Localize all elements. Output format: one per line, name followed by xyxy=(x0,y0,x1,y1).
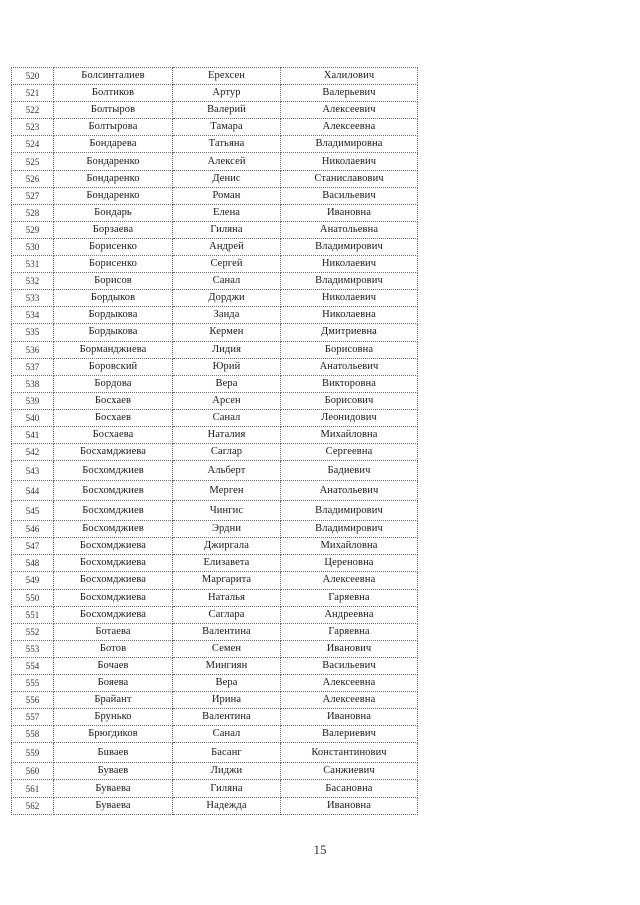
first-name-cell: Наталья xyxy=(173,589,281,606)
first-name-cell: Чингис xyxy=(173,501,281,521)
table-row xyxy=(12,692,418,709)
first-name-cell: Артур xyxy=(173,85,281,102)
patronymic-cell: Алексеевна xyxy=(281,692,418,709)
patronymic-cell: Иванович xyxy=(281,640,418,657)
patronymic-cell: Станиславович xyxy=(281,170,418,187)
row-number: 553 xyxy=(12,640,54,657)
row-number: 541 xyxy=(12,426,54,443)
last-name-cell: Ботаева xyxy=(54,623,173,640)
table-row xyxy=(12,102,418,119)
patronymic-cell: Ивановна xyxy=(281,797,418,814)
table-row xyxy=(12,444,418,461)
first-name-cell: Занда xyxy=(173,307,281,324)
last-name-cell: Бордыков xyxy=(54,290,173,307)
first-name-cell: Семен xyxy=(173,640,281,657)
last-name-cell: Босхомджиева xyxy=(54,606,173,623)
table-row xyxy=(12,606,418,623)
patronymic-cell: Ивановна xyxy=(281,204,418,221)
table-row xyxy=(12,623,418,640)
last-name-cell: Борзаева xyxy=(54,221,173,238)
patronymic-cell: Валериевич xyxy=(281,726,418,743)
row-number: 557 xyxy=(12,709,54,726)
patronymic-cell: Николаевич xyxy=(281,290,418,307)
row-number: 543 xyxy=(12,461,54,481)
first-name-cell: Валентина xyxy=(173,623,281,640)
table-row xyxy=(12,657,418,674)
table-row xyxy=(12,358,418,375)
first-name-cell: Санал xyxy=(173,726,281,743)
patronymic-cell: Анатольевна xyxy=(281,221,418,238)
patronymic-cell: Михайловна xyxy=(281,538,418,555)
table-row xyxy=(12,426,418,443)
row-number: 539 xyxy=(12,392,54,409)
roster-body xyxy=(12,68,418,815)
roster-table xyxy=(11,67,418,815)
row-number: 521 xyxy=(12,85,54,102)
table-row xyxy=(12,136,418,153)
row-number: 547 xyxy=(12,538,54,555)
first-name-cell: Лиджи xyxy=(173,763,281,780)
first-name-cell: Мингиян xyxy=(173,657,281,674)
first-name-cell: Санал xyxy=(173,273,281,290)
row-number: 544 xyxy=(12,481,54,501)
patronymic-cell: Николаевна xyxy=(281,307,418,324)
patronymic-cell: Константинович xyxy=(281,743,418,763)
row-number: 562 xyxy=(12,797,54,814)
patronymic-cell: Алексеевич xyxy=(281,102,418,119)
last-name-cell: Босхаева xyxy=(54,426,173,443)
row-number: 546 xyxy=(12,521,54,538)
last-name-cell: Болтыров xyxy=(54,102,173,119)
patronymic-cell: Алексеевна xyxy=(281,572,418,589)
patronymic-cell: Владимирович xyxy=(281,273,418,290)
last-name-cell: Босхомджиева xyxy=(54,538,173,555)
table-row xyxy=(12,743,418,763)
row-number: 552 xyxy=(12,623,54,640)
table-row xyxy=(12,521,418,538)
last-name-cell: Босхомджиев xyxy=(54,481,173,501)
row-number: 536 xyxy=(12,341,54,358)
table-row xyxy=(12,68,418,85)
patronymic-cell: Бадиевич xyxy=(281,461,418,481)
patronymic-cell: Алексеевна xyxy=(281,675,418,692)
row-number: 548 xyxy=(12,555,54,572)
table-row xyxy=(12,187,418,204)
row-number: 523 xyxy=(12,119,54,136)
first-name-cell: Кермен xyxy=(173,324,281,341)
last-name-cell: Бордыкова xyxy=(54,324,173,341)
first-name-cell: Ирина xyxy=(173,692,281,709)
row-number: 524 xyxy=(12,136,54,153)
patronymic-cell: Валерьевич xyxy=(281,85,418,102)
last-name-cell: Босхомджиева xyxy=(54,589,173,606)
row-number: 559 xyxy=(12,743,54,763)
row-number: 531 xyxy=(12,256,54,273)
first-name-cell: Эрдни xyxy=(173,521,281,538)
table-row xyxy=(12,481,418,501)
last-name-cell: Бояева xyxy=(54,675,173,692)
row-number: 537 xyxy=(12,358,54,375)
last-name-cell: Брюгдиков xyxy=(54,726,173,743)
table-row xyxy=(12,780,418,797)
patronymic-cell: Владимировна xyxy=(281,136,418,153)
table-row xyxy=(12,589,418,606)
table-row xyxy=(12,501,418,521)
last-name-cell: Бондарева xyxy=(54,136,173,153)
last-name-cell: Бондаренко xyxy=(54,153,173,170)
first-name-cell: Мерген xyxy=(173,481,281,501)
row-number: 538 xyxy=(12,375,54,392)
table-row xyxy=(12,256,418,273)
patronymic-cell: Андреевна xyxy=(281,606,418,623)
last-name-cell: Болсинталиев xyxy=(54,68,173,85)
last-name-cell: Болтырова xyxy=(54,119,173,136)
row-number: 542 xyxy=(12,444,54,461)
table-row xyxy=(12,797,418,814)
last-name-cell: Борманджиева xyxy=(54,341,173,358)
first-name-cell: Валентина xyxy=(173,709,281,726)
first-name-cell: Роман xyxy=(173,187,281,204)
patronymic-cell: Васильевич xyxy=(281,657,418,674)
table-row xyxy=(12,307,418,324)
row-number: 551 xyxy=(12,606,54,623)
last-name-cell: Борисенко xyxy=(54,238,173,255)
row-number: 558 xyxy=(12,726,54,743)
table-row xyxy=(12,85,418,102)
last-name-cell: Боровский xyxy=(54,358,173,375)
last-name-cell: Буваева xyxy=(54,797,173,814)
first-name-cell: Ерехсен xyxy=(173,68,281,85)
last-name-cell: Босхомджиев xyxy=(54,501,173,521)
patronymic-cell: Анатольевич xyxy=(281,358,418,375)
patronymic-cell: Цереновна xyxy=(281,555,418,572)
first-name-cell: Саглар xyxy=(173,444,281,461)
row-number: 555 xyxy=(12,675,54,692)
table-row xyxy=(12,555,418,572)
table-row xyxy=(12,392,418,409)
patronymic-cell: Алексеевна xyxy=(281,119,418,136)
first-name-cell: Лидия xyxy=(173,341,281,358)
last-name-cell: Буваев xyxy=(54,763,173,780)
last-name-cell: Бордыкова xyxy=(54,307,173,324)
first-name-cell: Юрий xyxy=(173,358,281,375)
first-name-cell: Вера xyxy=(173,375,281,392)
row-number: 532 xyxy=(12,273,54,290)
table-row xyxy=(12,709,418,726)
table-row xyxy=(12,221,418,238)
table-row xyxy=(12,640,418,657)
row-number: 533 xyxy=(12,290,54,307)
patronymic-cell: Дмитриевна xyxy=(281,324,418,341)
last-name-cell: Бордова xyxy=(54,375,173,392)
row-number: 520 xyxy=(12,68,54,85)
page-number: 15 xyxy=(313,842,327,857)
patronymic-cell: Сергеевна xyxy=(281,444,418,461)
last-name-cell: Бондаренко xyxy=(54,187,173,204)
first-name-cell: Сергей xyxy=(173,256,281,273)
table-row xyxy=(12,572,418,589)
row-number: 549 xyxy=(12,572,54,589)
last-name-cell: Борисенко xyxy=(54,256,173,273)
first-name-cell: Саглара xyxy=(173,606,281,623)
row-number: 522 xyxy=(12,102,54,119)
first-name-cell: Денис xyxy=(173,170,281,187)
last-name-cell: Босхаев xyxy=(54,392,173,409)
last-name-cell: Босхамджиева xyxy=(54,444,173,461)
table-row xyxy=(12,726,418,743)
patronymic-cell: Борисович xyxy=(281,392,418,409)
patronymic-cell: Басановна xyxy=(281,780,418,797)
table-row xyxy=(12,153,418,170)
table-row xyxy=(12,763,418,780)
first-name-cell: Дорджи xyxy=(173,290,281,307)
row-number: 535 xyxy=(12,324,54,341)
table-row xyxy=(12,341,418,358)
last-name-cell: Босхомджиев xyxy=(54,521,173,538)
patronymic-cell: Халилович xyxy=(281,68,418,85)
patronymic-cell: Леонидович xyxy=(281,409,418,426)
patronymic-cell: Николаевич xyxy=(281,256,418,273)
last-name-cell: Ботов xyxy=(54,640,173,657)
first-name-cell: Гиляна xyxy=(173,780,281,797)
row-number: 561 xyxy=(12,780,54,797)
table-row xyxy=(12,273,418,290)
row-number: 529 xyxy=(12,221,54,238)
row-number: 534 xyxy=(12,307,54,324)
first-name-cell: Вера xyxy=(173,675,281,692)
row-number: 530 xyxy=(12,238,54,255)
last-name-cell: Бuваев xyxy=(54,743,173,763)
table-row xyxy=(12,204,418,221)
patronymic-cell: Гаряевна xyxy=(281,589,418,606)
last-name-cell: Босхаев xyxy=(54,409,173,426)
patronymic-cell: Владимирович xyxy=(281,501,418,521)
first-name-cell: Арсен xyxy=(173,392,281,409)
last-name-cell: Бондарь xyxy=(54,204,173,221)
patronymic-cell: Борисовна xyxy=(281,341,418,358)
row-number: 550 xyxy=(12,589,54,606)
last-name-cell: Бондаренко xyxy=(54,170,173,187)
table-row xyxy=(12,538,418,555)
first-name-cell: Алексей xyxy=(173,153,281,170)
table-row xyxy=(12,119,418,136)
row-number: 554 xyxy=(12,657,54,674)
table-row xyxy=(12,324,418,341)
row-number: 525 xyxy=(12,153,54,170)
first-name-cell: Наталия xyxy=(173,426,281,443)
table-row xyxy=(12,238,418,255)
row-number: 560 xyxy=(12,763,54,780)
first-name-cell: Альберт xyxy=(173,461,281,481)
patronymic-cell: Владимирович xyxy=(281,521,418,538)
row-number: 540 xyxy=(12,409,54,426)
last-name-cell: Босхомджиева xyxy=(54,555,173,572)
last-name-cell: Бочаев xyxy=(54,657,173,674)
patronymic-cell: Васильевич xyxy=(281,187,418,204)
table-row xyxy=(12,461,418,481)
table-row xyxy=(12,675,418,692)
patronymic-cell: Санжиевич xyxy=(281,763,418,780)
first-name-cell: Андрей xyxy=(173,238,281,255)
patronymic-cell: Ивановна xyxy=(281,709,418,726)
first-name-cell: Елизавета xyxy=(173,555,281,572)
row-number: 527 xyxy=(12,187,54,204)
patronymic-cell: Анатольевич xyxy=(281,481,418,501)
first-name-cell: Джиргала xyxy=(173,538,281,555)
row-number: 526 xyxy=(12,170,54,187)
first-name-cell: Маргарита xyxy=(173,572,281,589)
table-row xyxy=(12,409,418,426)
last-name-cell: Брайант xyxy=(54,692,173,709)
patronymic-cell: Владимирович xyxy=(281,238,418,255)
last-name-cell: Борисов xyxy=(54,273,173,290)
patronymic-cell: Гаряевна xyxy=(281,623,418,640)
patronymic-cell: Николаевич xyxy=(281,153,418,170)
last-name-cell: Брунько xyxy=(54,709,173,726)
first-name-cell: Татьяна xyxy=(173,136,281,153)
table-row xyxy=(12,290,418,307)
first-name-cell: Санал xyxy=(173,409,281,426)
first-name-cell: Басанг xyxy=(173,743,281,763)
last-name-cell: Босхомджиев xyxy=(54,461,173,481)
first-name-cell: Тамара xyxy=(173,119,281,136)
last-name-cell: Болтиков xyxy=(54,85,173,102)
patronymic-cell: Викторовна xyxy=(281,375,418,392)
first-name-cell: Надежда xyxy=(173,797,281,814)
last-name-cell: Буваева xyxy=(54,780,173,797)
table-row xyxy=(12,375,418,392)
patronymic-cell: Михайловна xyxy=(281,426,418,443)
first-name-cell: Валерий xyxy=(173,102,281,119)
first-name-cell: Гиляна xyxy=(173,221,281,238)
row-number: 528 xyxy=(12,204,54,221)
table-row xyxy=(12,170,418,187)
last-name-cell: Босхомджиева xyxy=(54,572,173,589)
first-name-cell: Елена xyxy=(173,204,281,221)
row-number: 545 xyxy=(12,501,54,521)
row-number: 556 xyxy=(12,692,54,709)
